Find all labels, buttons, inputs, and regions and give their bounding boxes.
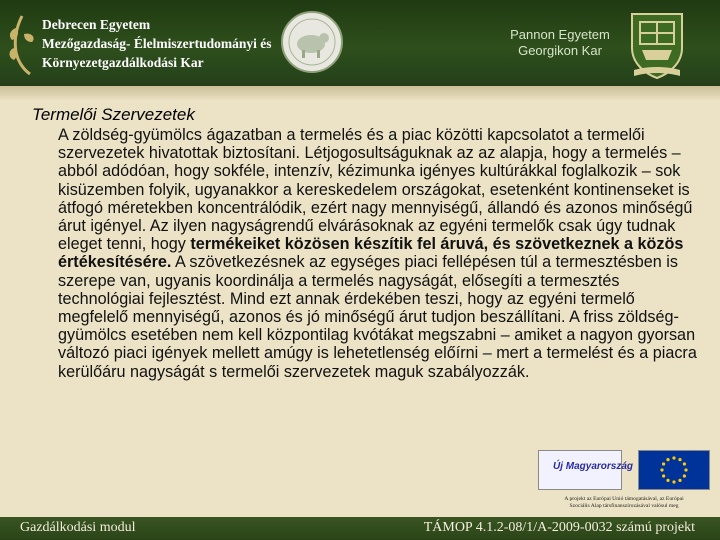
slide-title: Termelői Szervezetek (32, 105, 195, 124)
funding-caption (538, 496, 710, 510)
header-left-line-1: Debrecen Egyetem (42, 17, 151, 32)
pannon-university-name (500, 27, 620, 59)
slide-content (0, 100, 720, 500)
eu-flag (638, 450, 710, 490)
slide-body-text (58, 126, 708, 381)
header-right-line-2: Georgikon Kar (518, 43, 602, 58)
funding-caption-line-2: Szociális Alap társfinanszírozásával valósul meg (569, 503, 679, 509)
debrecen-university-name (42, 15, 271, 72)
header-divider (0, 86, 720, 100)
header-right-line-1: Pannon Egyetem (510, 27, 610, 42)
body-text-part-1: A zöldség-gyümölcs ágazatban a termelés és a piac közötti kapcsolatot a termelői szervezetek hivatottak biztosítani. Létjogosultságuknak az az alapja, hogy a termelés – abból adódóan, hogy sokféle, intenzív, kézimunka igényes kultúrákkal foglalkozik – sok kisüzemben folyik, ugyanakkor a kereskedelem országokat, esetenként kontinenseket is átfogó méretekben koncentrálódik, ezért nagy mennyiségű, állandó és azonos minőségű árut igényel. Az ilyen nagyságrendű elvárásoknak az egyéni termelők csak úgy tudnak eleget tenni, hogy (58, 126, 693, 254)
slide-header (0, 0, 720, 86)
debrecen-university-logo (6, 14, 38, 81)
uj-magyarorszag-logo (538, 450, 634, 490)
header-left-line-2: Mezőgazdaság- Élelmiszertudományi és (42, 36, 272, 51)
university-seal (280, 10, 344, 79)
pannon-university-crest (628, 8, 686, 85)
funding-logos (538, 450, 710, 512)
footer-project-id: TÁMOP 4.1.2-08/1/A-2009-0032 számú projekt (423, 520, 695, 535)
body-text-emphasis: termékeiket közösen készítik fel áruvá, és szövetkeznek a közös értékesítésére. (58, 235, 684, 272)
funding-caption-line-1: A projekt az Európai Unió támogatásával, az Európai (564, 496, 684, 502)
slide-footer (0, 517, 720, 540)
body-text-part-2: A szövetkezésnek az egységes piaci fellépésen túl a termesztésben is szerepe van, ugyanis koordinálja a termelés nagyságát, elősegíti a termesztés technológiai fejlesztést. Mind ezt annak érdekében teszi, hogy az egyéni termelő megfelelő mennyiségű, azonos és jó minőségű árut tudjon beszállítani. A friss zöldség-gyümölcs esetében nem kell központilag kvótákat megszabni – amiket a nagyon gyorsan változó piaci igények mellett amúgy is lehetetlenség előírni – mert a termelést és a piacra kerülőáru nagyságát s termelői szervezetek maguk szabályozzák. (58, 253, 697, 381)
uj-magyarorszag-text: Új Magyarország (553, 461, 634, 472)
header-left-line-3: Környezetgazdálkodási Kar (42, 55, 204, 70)
footer-module-name: Gazdálkodási modul (20, 520, 136, 535)
